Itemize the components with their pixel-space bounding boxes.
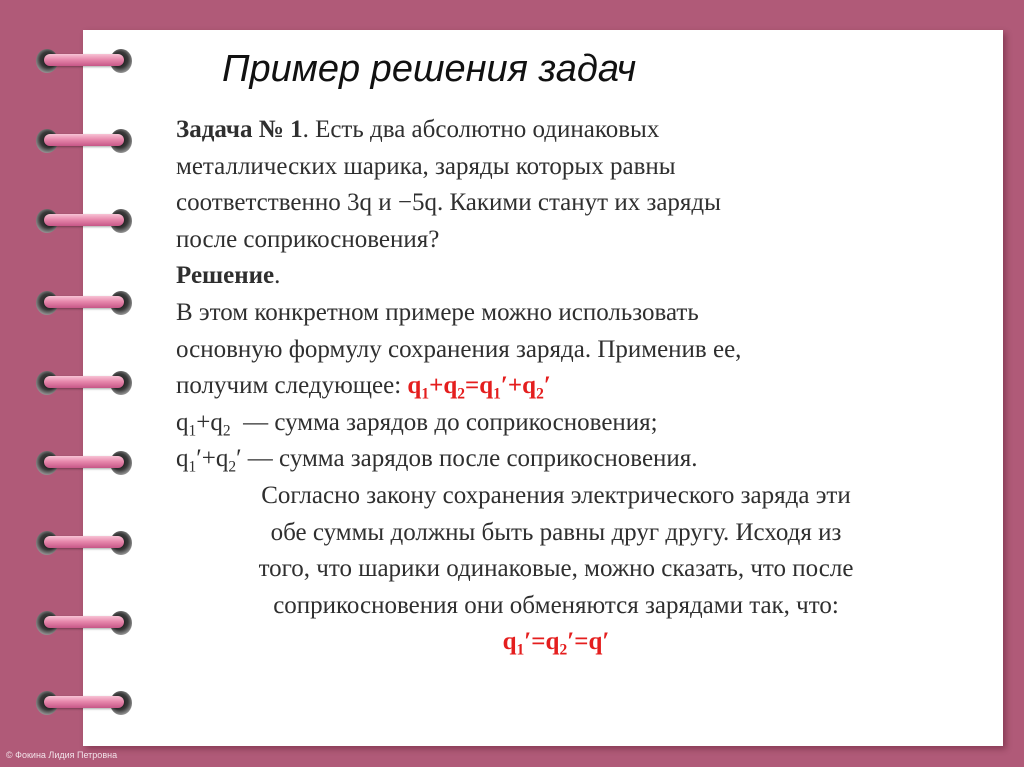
solution-line: В этом конкретном примере можно использовать (176, 298, 699, 326)
paragraph-line: того, что шарики одинаковые, можно сказать, что после (258, 555, 854, 583)
result-formula: $q_1'=q_2'=q'$ (502, 628, 610, 659)
definition-after: $q_1'+q_2'$ — сумма зарядов после соприкосновения. (176, 445, 698, 476)
paragraph-line: Согласно закону сохранения электрического заряда эти (261, 481, 851, 509)
slide-body (176, 112, 936, 661)
solution-line (176, 368, 936, 405)
binding-ring (36, 368, 132, 398)
solution-line: основную формулу сохранения заряда. Применив ее, (176, 335, 742, 363)
paragraph-line: соприкосновения они обменяются зарядами так, что: (273, 591, 839, 619)
binding-ring (36, 448, 132, 478)
binding-ring (36, 688, 132, 718)
solution-dot: . (274, 262, 281, 290)
binding-ring (36, 206, 132, 236)
conservation-formula: $q_1+q_2=q_1'+q_2'$ (407, 372, 551, 403)
definition-before: $q_1+q_2$ — сумма зарядов до соприкосновения; (176, 408, 658, 440)
solution-label: Решение (176, 262, 275, 290)
binding-ring (36, 288, 132, 318)
binding-ring (36, 46, 132, 76)
task-line (176, 112, 936, 149)
task-line: после соприкосновения? (176, 225, 440, 253)
binding-ring (36, 528, 132, 558)
binding-ring (36, 126, 132, 156)
binding-ring (36, 608, 132, 638)
task-text: . Есть два абсолютно одинаковых (302, 116, 660, 143)
copyright-footer: © Фокина Лидия Петровна (6, 750, 118, 760)
solution-text: получим следующее: (176, 372, 408, 400)
slide-title: Пример решения задач (222, 48, 637, 90)
paragraph-line: обе суммы должны быть равны друг другу. Исходя из (270, 518, 842, 546)
solution-heading (176, 258, 936, 295)
task-line: металлических шарика, заряды которых равны (176, 152, 676, 180)
task-label: Задача № 1 (176, 116, 303, 143)
task-line: соответственно 3q и −5q. Какими станут их заряды (176, 189, 721, 217)
